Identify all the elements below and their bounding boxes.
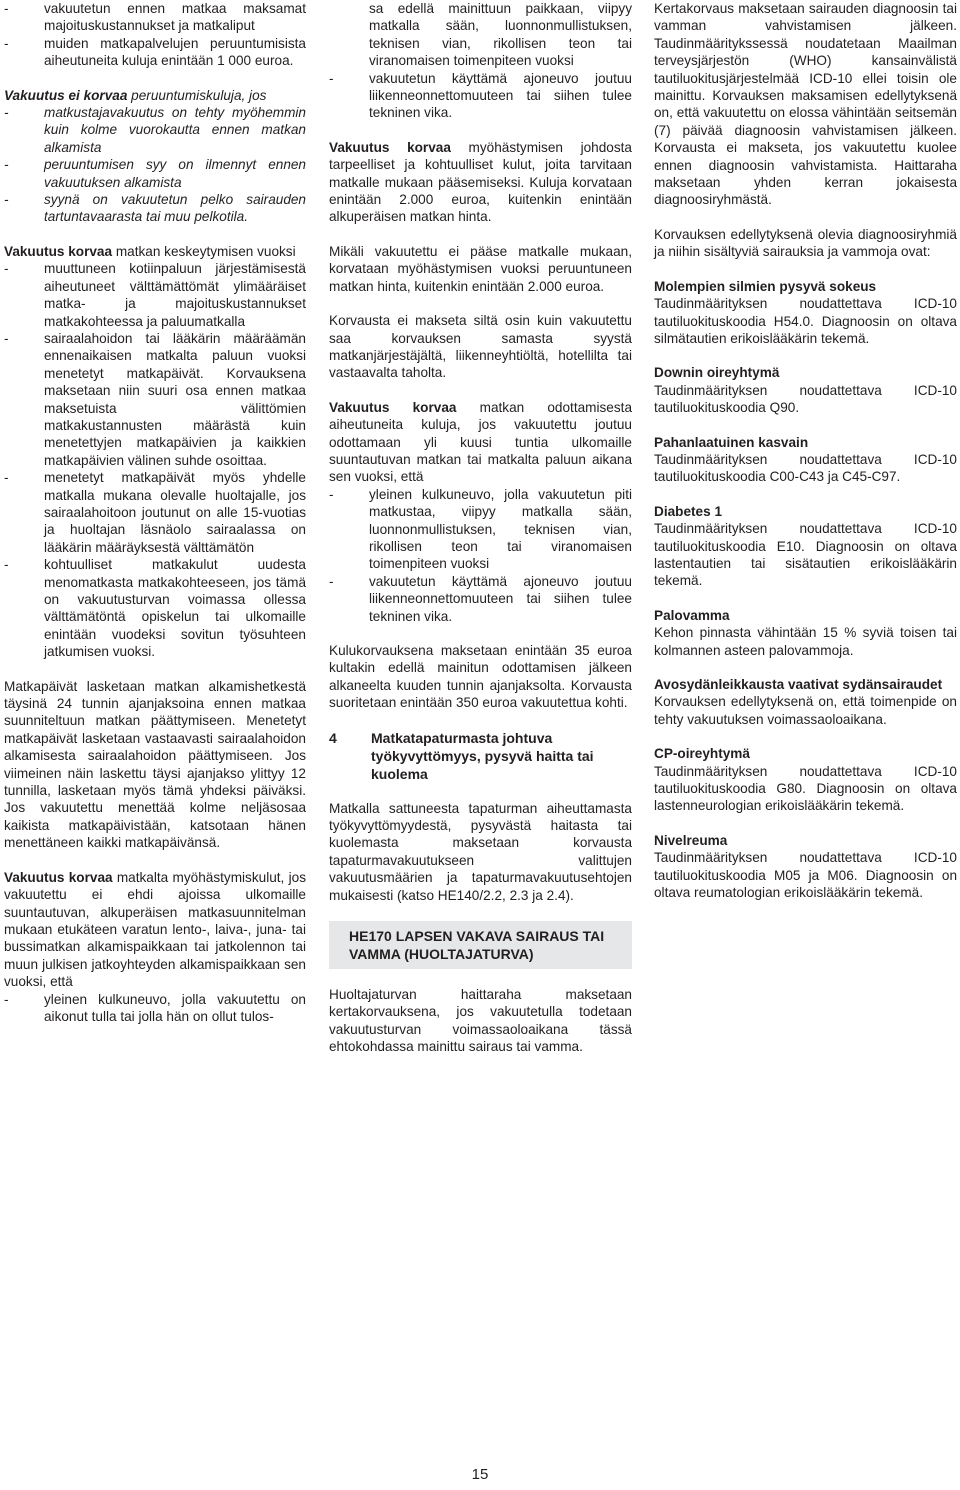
list-item: - vakuutetun käyttämä ajoneuvo joutuu liikenneonnettomuuteen tai siihen tulee tekninen vika. <box>329 573 632 625</box>
delay-list-continued <box>329 0 632 122</box>
diagnosis-item <box>654 434 957 486</box>
list-item: - yleinen kulkuneuvo, jolla vakuutetun piti matkustaa, viipyy matkalla sään, luonnonmullistuksen, teknisen vian, rikollisen teon tai viranomaisen toimenpiteen vuoksi <box>329 486 632 573</box>
cancellation-exclusions-list <box>4 104 306 226</box>
list-item: - kohtuulliset matkakulut uudesta menomatkasta matkakohteeseen, jos tämä on vakuutusturvan voimassa ollessa välttämätöntä opiskelun tai ulkomaille enintään vuodeksi sovitun työsuhteen jatkumisen vuoksi. <box>4 556 306 660</box>
diagnosis-title: Nivelreuma <box>654 832 728 848</box>
diagnosis-title: Molempien silmien pysyvä sokeus <box>654 278 877 294</box>
list-item: - vakuutetun ennen matkaa maksamat majoituskustannukset ja matkaliput <box>4 0 306 35</box>
diagnosis-title: Diabetes 1 <box>654 503 723 519</box>
section-title: Matkatapaturmasta johtuva työkyvyttömyys, pysyvä haitta tai kuolema <box>371 729 594 782</box>
diagnosis-text: Taudinmäärityksen noudattettava ICD-10 tautiluokituskoodia H54.0. Diagnoosin on oltava silmätautien erikoislääkärin tekemä. <box>654 296 957 346</box>
list-item: - muuttuneen kotiinpaluun järjestämisestä aiheutuneet välttämättömät ylimääräiset matka- ja majoituskustannukset matkakohteessa ja paluumatkalla <box>4 260 306 330</box>
interruption-list <box>4 260 306 660</box>
bold-lead: Vakuutus korvaa <box>4 243 113 259</box>
list-item: - sairaalahoidon tai lääkärin määräämän ennenaikaisen matkalta paluun vuoksi menetetyt matkapäivät. Korvauksena maksetaan niin suuri osa ennen matkaa maksetuista välittömien matkakustannusten määrästä kuin menetettyjen matkapäivien ja kaikkien matkapäivien välinen suhde osoittaa. <box>4 330 306 469</box>
diagnosis-text: Korvauksen edellytyksenä on, että toimenpide on tehty vakuutuksen voimassaoloaikana. <box>654 694 957 727</box>
lump-sum-paragraph: Kertakorvaus maksetaan sairauden diagnoosin tai vamman vahvistamisen jälkeen. Taudinmääritykssessä noudatetaan Maailman terveysjärjestön (WHO) kansainvälistä tautiluokitusjärjestelmää ICD-10 ellei toisin ole mainittu. Korvauksen maksamisen edellytyksenä on, että vakuutettu on elossa vähintään seitsemän (7) päivää diagnoosin vahvistamisen jälkeen. Korvausta ei makseta, jos vakuutettu kuolee ennen diagnoosin vahvistamista. Haittaraha maksetaan yhden kerran jokaisesta diagnoosiryhmästä. <box>654 1 957 208</box>
diagnosis-item <box>654 278 957 348</box>
list-item: - muiden matkapalvelujen peruuntumisista aiheutuneita kuluja enintään 1 000 euroa. <box>4 35 306 70</box>
diagnosis-text: Taudinmäärityksen noudattettava ICD-10 tautiluokituskoodia C00-C43 ja C45-C97. <box>654 451 957 485</box>
waiting-compensation-paragraph: Kulukorvauksena maksetaan enintään 35 euroa kultakin edellä mainitun odottamisen jälkeen alkaneelta kuuden tunnin ajanjaksolta. Korvausta suoritetaan enintään 350 euroa vakuutettua kohti. <box>329 643 632 711</box>
delay-costs-paragraph: Vakuutus korvaa myöhästymisen johdosta tarpeelliset ja kohtuulliset kulut, joita tarvitaan matkalle mukaan pääsemiseksi. Kuluja korvataan enintään 2.000 euroa, kuitenkin enintään alkuperäisen matkan hinta. <box>329 139 632 225</box>
section-number: 4 <box>329 729 337 746</box>
diagnosis-title: Downin oireyhtymä <box>654 365 780 381</box>
diagnosis-item <box>654 832 957 902</box>
waiting-intro: Vakuutus korvaa matkan odottamisesta aiheutuneita kuluja, jos vakuutettu joutuu odottamaan yli kuusi tuntia ulkomaille suuntautuvan matkan tai matkalta paluun aikana sen vuoksi, että <box>329 399 633 485</box>
diagnosis-item <box>654 503 957 590</box>
accident-paragraph: Matkalla sattuneesta tapaturman aiheuttamasta työkyvyttömyydestä, pysyvästä haitasta tai kuolemasta maksetaan korvausta tapaturmavakuutukseen valittujen vakuutusmäärien ja tapaturmavakuutusehtojen mukaisesti (katso HE140/2.2, 2.3 ja 2.4). <box>329 800 632 903</box>
interruption-intro: Vakuutus korvaa matkan keskeytymisen vuoksi <box>4 243 296 259</box>
missed-trip-paragraph: Mikäli vakuutettu ei pääse matkalle mukaan, korvataan myöhästymisen vuoksi peruuntuneen matkan hinta, kuitenkin enintään 2.000 euroa. <box>329 243 632 294</box>
bold-lead: Vakuutus korvaa <box>4 869 113 885</box>
diagnosis-text: Taudinmäärityksen noudattettava ICD-10 tautiluokituskoodia Q90. <box>654 382 957 416</box>
diagnosis-text: Taudinmäärityksen noudattettava ICD-10 tautiluokituskoodia M05 ja M06. Diagnoosin on oltava reumatologian erikoislääkärin tekemä. <box>654 850 957 901</box>
diagnosis-title: Palovamma <box>654 607 730 623</box>
bold-lead: Vakuutus ei korvaa <box>4 87 128 103</box>
diagnosis-title: CP-oireyhtymä <box>654 746 750 762</box>
list-item-continued: sa edellä mainittuun paikkaan, viipyy matkalla sään, luonnonmullistuksen, teknisen vian, rikollisen teon tai viranomaisen toimenpiteen vuoksi <box>369 1 632 69</box>
list-item: - matkustajavakuutus on tehty myöhemmin kuin kolme vuorokautta ennen matkan alkamista <box>4 104 306 156</box>
diagnosis-item <box>654 364 957 416</box>
diagnosis-groups-intro: Korvauksen edellytyksenä olevia diagnoosiryhmiä ja niihin sisältyviä sairauksia ja vammoja ovat: <box>654 226 957 260</box>
guardian-cover-paragraph: Huoltajaturvan haittaraha maksetaan kertakorvauksena, jos vakuutetulla todetaan vakuutusturvan voimassaoloaikana tässä ehtokohdassa mainittu sairaus tai vamma. <box>329 987 632 1055</box>
diagnosis-title: Pahanlaatuinen kasvain <box>654 434 809 450</box>
list-item: - vakuutetun käyttämä ajoneuvo joutuu liikenneonnettomuuteen tai siihen tulee tekninen vika. <box>329 70 632 122</box>
list-item: - syynä on vakuutetun pelko sairauden tartuntavaarasta tai muu pelkotila. <box>4 191 306 226</box>
diagnosis-text: Kehon pinnasta vähintään 15 % syviä toisen tai kolmannen asteen palovammoja. <box>654 625 957 658</box>
diagnosis-text: Taudinmäärityksen noudattettava ICD-10 tautiluokituskoodia E10. Diagnoosin on oltava lastentautien tai sisätautien erikoislääkärin tekemä. <box>654 521 957 589</box>
list-item: - menetetyt matkapäivät myös yhdelle matkalla mukana olevalle huoltajalle, jos sairaalahoitoon joutunut on alle 15-vuotias ja huoltajan läsnäolo sairaalassa on lääkärin määräyksestä välttämätön <box>4 469 306 556</box>
list-item: - peruuntumisen syy on ilmennyt ennen vakuutuksen alkamista <box>4 156 306 191</box>
page-number: 15 <box>471 1466 489 1483</box>
column-middle <box>329 0 632 1073</box>
delay-intro: Vakuutus korvaa matkalta myöhästymiskulut, jos vakuutettu ei ehdi ajoissa ulkomaille suuntautuvan, alkuperäisen matkasuunnitelman mukaan etukäteen varatun lento-, laiva-, juna- tai bussimatkan alkamispaikkaan tai jatkolennon tai muun julkisen jatkoyhteyden alkamispaikkaan sen vuoksi, että <box>4 869 306 990</box>
diagnosis-item <box>654 676 957 728</box>
travel-days-paragraph: Matkapäivät lasketaan matkan alkamishetkestä täysinä 24 tunnin ajanjaksoina ennen matkaa suunniteltuun matkan päättymiseen. Menetetyt matkapäivät lasketaan vastaavasti sairaalahoidon alkamisesta sairaalahoidon päättymiseen. Jos viimeinen näin laskettu täysi ajanjakso ylittyy 12 tunnilla, lasketaan myös tämä yhdeksi päiväksi. Jos vakuutettu menettää kolme neljäsosaa kaikista matkapäivistään, katsotaan hänen menettäneen kaikki matkapäivänsä. <box>4 678 306 851</box>
delay-list <box>4 991 306 1026</box>
no-double-compensation-paragraph: Korvausta ei makseta siltä osin kuin vakuutettu saa korvauksen samasta syystä matkanjärjestäjältä, liikenneyhtiöltä, hotellilta tai vastaavalta taholta. <box>329 313 632 381</box>
cancellation-exclusions-intro: Vakuutus ei korvaa peruuntumiskuluja, jos <box>4 87 267 103</box>
bold-lead: Vakuutus korvaa <box>329 139 451 155</box>
waiting-list <box>329 486 632 625</box>
section-heading-4 <box>329 729 632 783</box>
list-item: - yleinen kulkuneuvo, jolla vakuutettu on aikonut tulla tai jolla hän on ollut tulos- <box>4 991 306 1026</box>
diagnosis-item <box>654 745 957 815</box>
he170-heading: HE170 LAPSEN VAKAVA SAIRAUS TAI VAMMA (HUOLTAJATURVA) <box>329 921 632 969</box>
column-left <box>4 0 306 1025</box>
column-right <box>654 0 957 918</box>
diagnosis-title: Avosydänleikkausta vaativat sydänsairaudet <box>654 677 943 692</box>
bold-lead: Vakuutus korvaa <box>329 399 457 415</box>
diagnosis-item <box>654 607 957 659</box>
diagnosis-text: Taudinmäärityksen noudattettava ICD-10 tautiluokituskoodia G80. Diagnoosin on oltava lastenneurologian erikoislääkärin tekemä. <box>654 763 957 814</box>
cancellation-covered-list <box>4 0 306 70</box>
